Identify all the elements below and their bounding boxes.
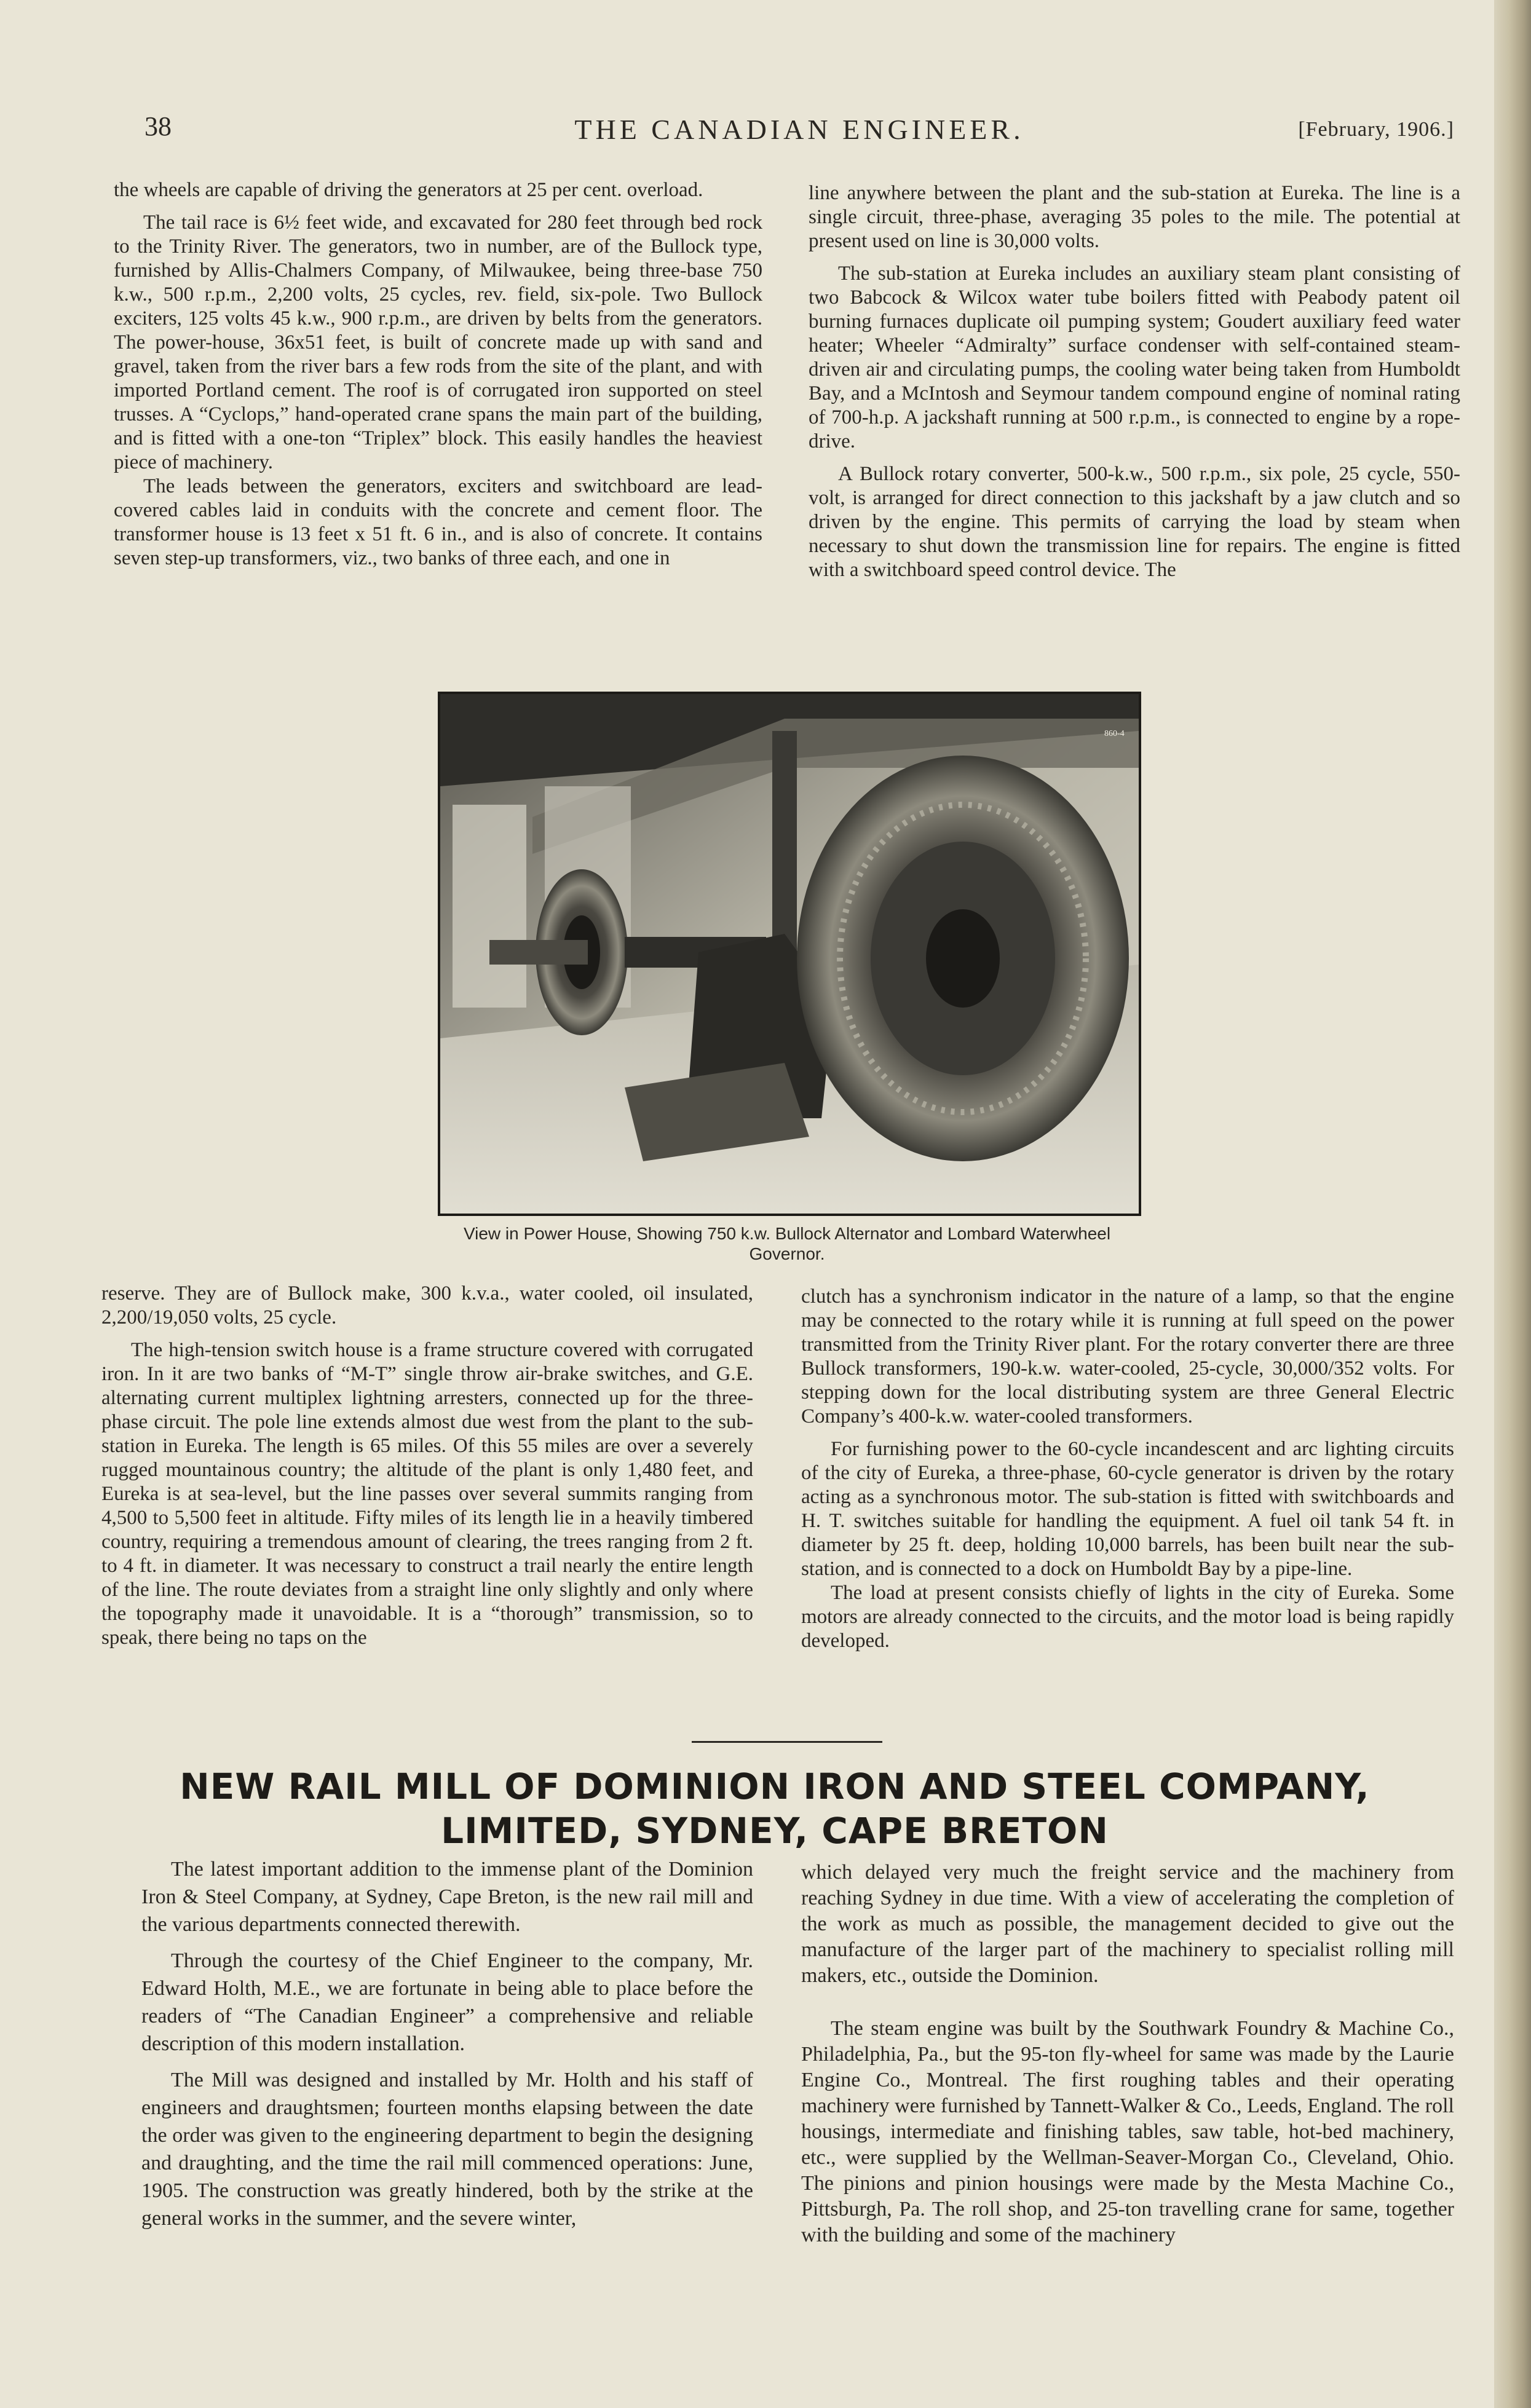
paragraph: The steam engine was built by the Southwark Foundry & Machine Co., Philadelphia, Pa., but the 95-ton fly-wheel for same was made by the Laurie Engine Co., Montreal. The first roughing tables and their operating machinery were furnished by Tannett-Walker & Co., Leeds, England. The roll housings, intermediate and finishing tables, saw table, hot-bed machinery, etc., were supplied by the Wellman-Seaver-Morgan Co., Cleveland, Ohio. The pinions and pinion housings were made by the Mesta Machine Co., Pittsburgh, Pa. The roll shop, and 25-ton travelling crane for same, together with the building and some of the machinery — [801, 2017, 1454, 2246]
page-number: 38 — [144, 111, 172, 141]
issue-date: [February, 1906.] — [1298, 118, 1454, 141]
article-column-2 — [809, 181, 1460, 591]
section-divider — [692, 1741, 882, 1743]
paragraph: the wheels are capable of driving the generators at 25 per cent. overload. — [114, 179, 703, 201]
page-header — [144, 111, 1454, 148]
article-column-4 — [801, 1285, 1454, 1662]
paragraph: The Mill was designed and installed by Mr. Holth and his staff of engineers and draughtsmen; fourteen months elapsing between the date the order was given to the engineering department to begin the designing and draughting, and the time the rail mill commenced operations: June, 1905. The construction was greatly hindered, both by the strike at the general works in the summer, and the severe winter, — [141, 2069, 753, 2230]
paragraph: A Bullock rotary converter, 500-k.w., 500 r.p.m., six pole, 25 cycle, 550-volt, is arranged for direct connection to this jackshaft by a jaw clutch and so driven by the engine. This permits of carrying the load by steam when necessary to shut down the transmission line for repairs. The engine is fitted with a switchboard speed control device. The — [809, 463, 1460, 581]
headline-line-1: NEW RAIL MILL OF DOMINION IRON AND STEEL COMPANY, — [180, 1766, 1370, 1807]
article-headline — [98, 1764, 1451, 1853]
paragraph: The leads between the generators, exciters and switchboard are lead-covered cables laid in conduits with the concrete and cement floor. The transformer house is 13 feet x 51 ft. 6 in., and is also of concrete. It contains seven step-up transformers, viz., two banks of three each, and one in — [114, 475, 762, 569]
paragraph: reserve. They are of Bullock make, 300 k.v.a., water cooled, oil insulated, 2,200/19,050 volts, 25 cycle. — [101, 1282, 753, 1328]
alternator-illustration — [440, 694, 1139, 1214]
plate-number: 860-4 — [1104, 729, 1125, 738]
article-column-1 — [114, 178, 762, 579]
paragraph: The latest important addition to the immense plant of the Dominion Iron & Steel Company, at Sydney, Cape Breton, is the new rail mill and the various departments connected therewith. — [141, 1858, 753, 1936]
paragraph: clutch has a synchronism indicator in the nature of a lamp, so that the engine may be connected to the rotary while it is running at full speed on the power transmitted from the Trinity River plant. For the rotary converter there are three Bullock transformers, 190-k.w. water-cooled, 25-cycle, 30,000/352 volts. For stepping down for the local distributing system are three General Electric Company’s 400-k.w. water-cooled transformers. — [801, 1285, 1454, 1427]
paragraph: For furnishing power to the 60-cycle incandescent and arc lighting circuits of the city of Eureka, a three-phase, 60-cycle generator is driven by the rotary acting as a synchronous motor. The sub-station is fitted with switchboards and H. T. switches suitable for handling the equipment. A fuel oil tank 54 ft. in diameter by 25 ft. deep, holding 10,000 barrels, has been built near the sub-station, and is connected to a dock on Humboldt Bay by a pipe-line. — [801, 1438, 1454, 1580]
paragraph: The tail race is 6½ feet wide, and excavated for 280 feet through bed rock to the Trinity River. The generators, two in number, are of the Bullock type, furnished by Allis-Chalmers Company, of Milwaukee, being three-base 750 k.w., 500 r.p.m., 2,200 volts, 25 cycles, rev. field, six-pole. Two Bullock exciters, 125 volts 45 k.w., 900 r.p.m., are driven by belts from the generators. The power-house, 36x51 feet, is built of concrete made up with sand and gravel, taken from the river bars a few rods from the site of the plant, and with imported Portland cement. The roof is of corrugated iron supported on steel trusses. A “Cyclops,” hand-operated crane spans the main part of the building, and is fitted with a one-ton “Triplex” block. This easily handles the heaviest piece of machinery. — [114, 211, 762, 473]
paragraph: line anywhere between the plant and the sub-station at Eureka. The line is a single circuit, three-phase, averaging 35 poles to the mile. The potential at present used on line is 30,000 volts. — [809, 182, 1460, 252]
paragraph: Through the courtesy of the Chief Engineer to the company, Mr. Edward Holth, M.E., we are fortunate in being able to place before the readers of “The Canadian Engineer” a comprehensive and reliable description of this modern installation. — [141, 1949, 753, 2055]
headline-line-2: LIMITED, SYDNEY, CAPE BRETON — [441, 1810, 1109, 1852]
paragraph: The high-tension switch house is a frame structure covered with corrugated iron. In it are two banks of “M-T” single throw air-brake switches, and G.E. alternating current multiplex lightning arresters, connected up for the three-phase circuit. The pole line extends almost due west from the plant to the sub-station in Eureka. The length is 65 miles. Of this 55 miles are over a severely rugged mountainous country; the altitude of the plant is only 1,480 feet, and Eureka is at sea-level, but the line passes over several summits ranging from 4,500 to 5,500 feet in altitude. Fifty miles of its length lie in a heavily timbered country, requiring a tremendous amount of clearing, the trees ranging from 2 ft. to 4 ft. in diameter. It was necessary to construct a trail nearly the entire length of the line. The route deviates from a straight line only slightly and only where the topography made it unavoidable. It is a “thorough” transmission, so to speak, there being no taps on the — [101, 1339, 753, 1649]
power-house-photograph — [438, 692, 1141, 1216]
paragraph: The load at present consists chiefly of lights in the city of Eureka. Some motors are already connected to the circuits, and the motor load is being rapidly developed. — [801, 1582, 1454, 1652]
paragraph: which delayed very much the freight service and the machinery from reaching Sydney in due time. With a view of accelerating the completion of the work as much as possible, the management decided to give out the manufacture of the larger part of the machinery to specialist rolling mill makers, etc., outside the Dominion. — [801, 1861, 1454, 1987]
paragraph: The sub-station at Eureka includes an auxiliary steam plant consisting of two Babcock & Wilcox water tube boilers fitted with Peabody patent oil burning furnaces duplicate oil pumping system; Goudert auxiliary feed water heater; Wheeler “Admiralty” surface condenser with self-contained steam-driven air and circulating pumps, the cooling water being taken from Humboldt Bay, and a McIntosh and Seymour tandem compound engine of nominal rating of 700-h.p. A jackshaft running at 500 r.p.m., is connected to engine by a rope-drive. — [809, 263, 1460, 452]
page-edge — [1494, 0, 1531, 2408]
figure-caption: View in Power House, Showing 750 k.w. Bullock Alternator and Lombard Waterwheel Governor. — [463, 1224, 1111, 1263]
article-column-3 — [101, 1282, 753, 1659]
journal-title: THE CANADIAN ENGINEER. — [574, 114, 1024, 145]
article-column-6 — [801, 1860, 1454, 2257]
article-column-5 — [141, 1855, 753, 2241]
